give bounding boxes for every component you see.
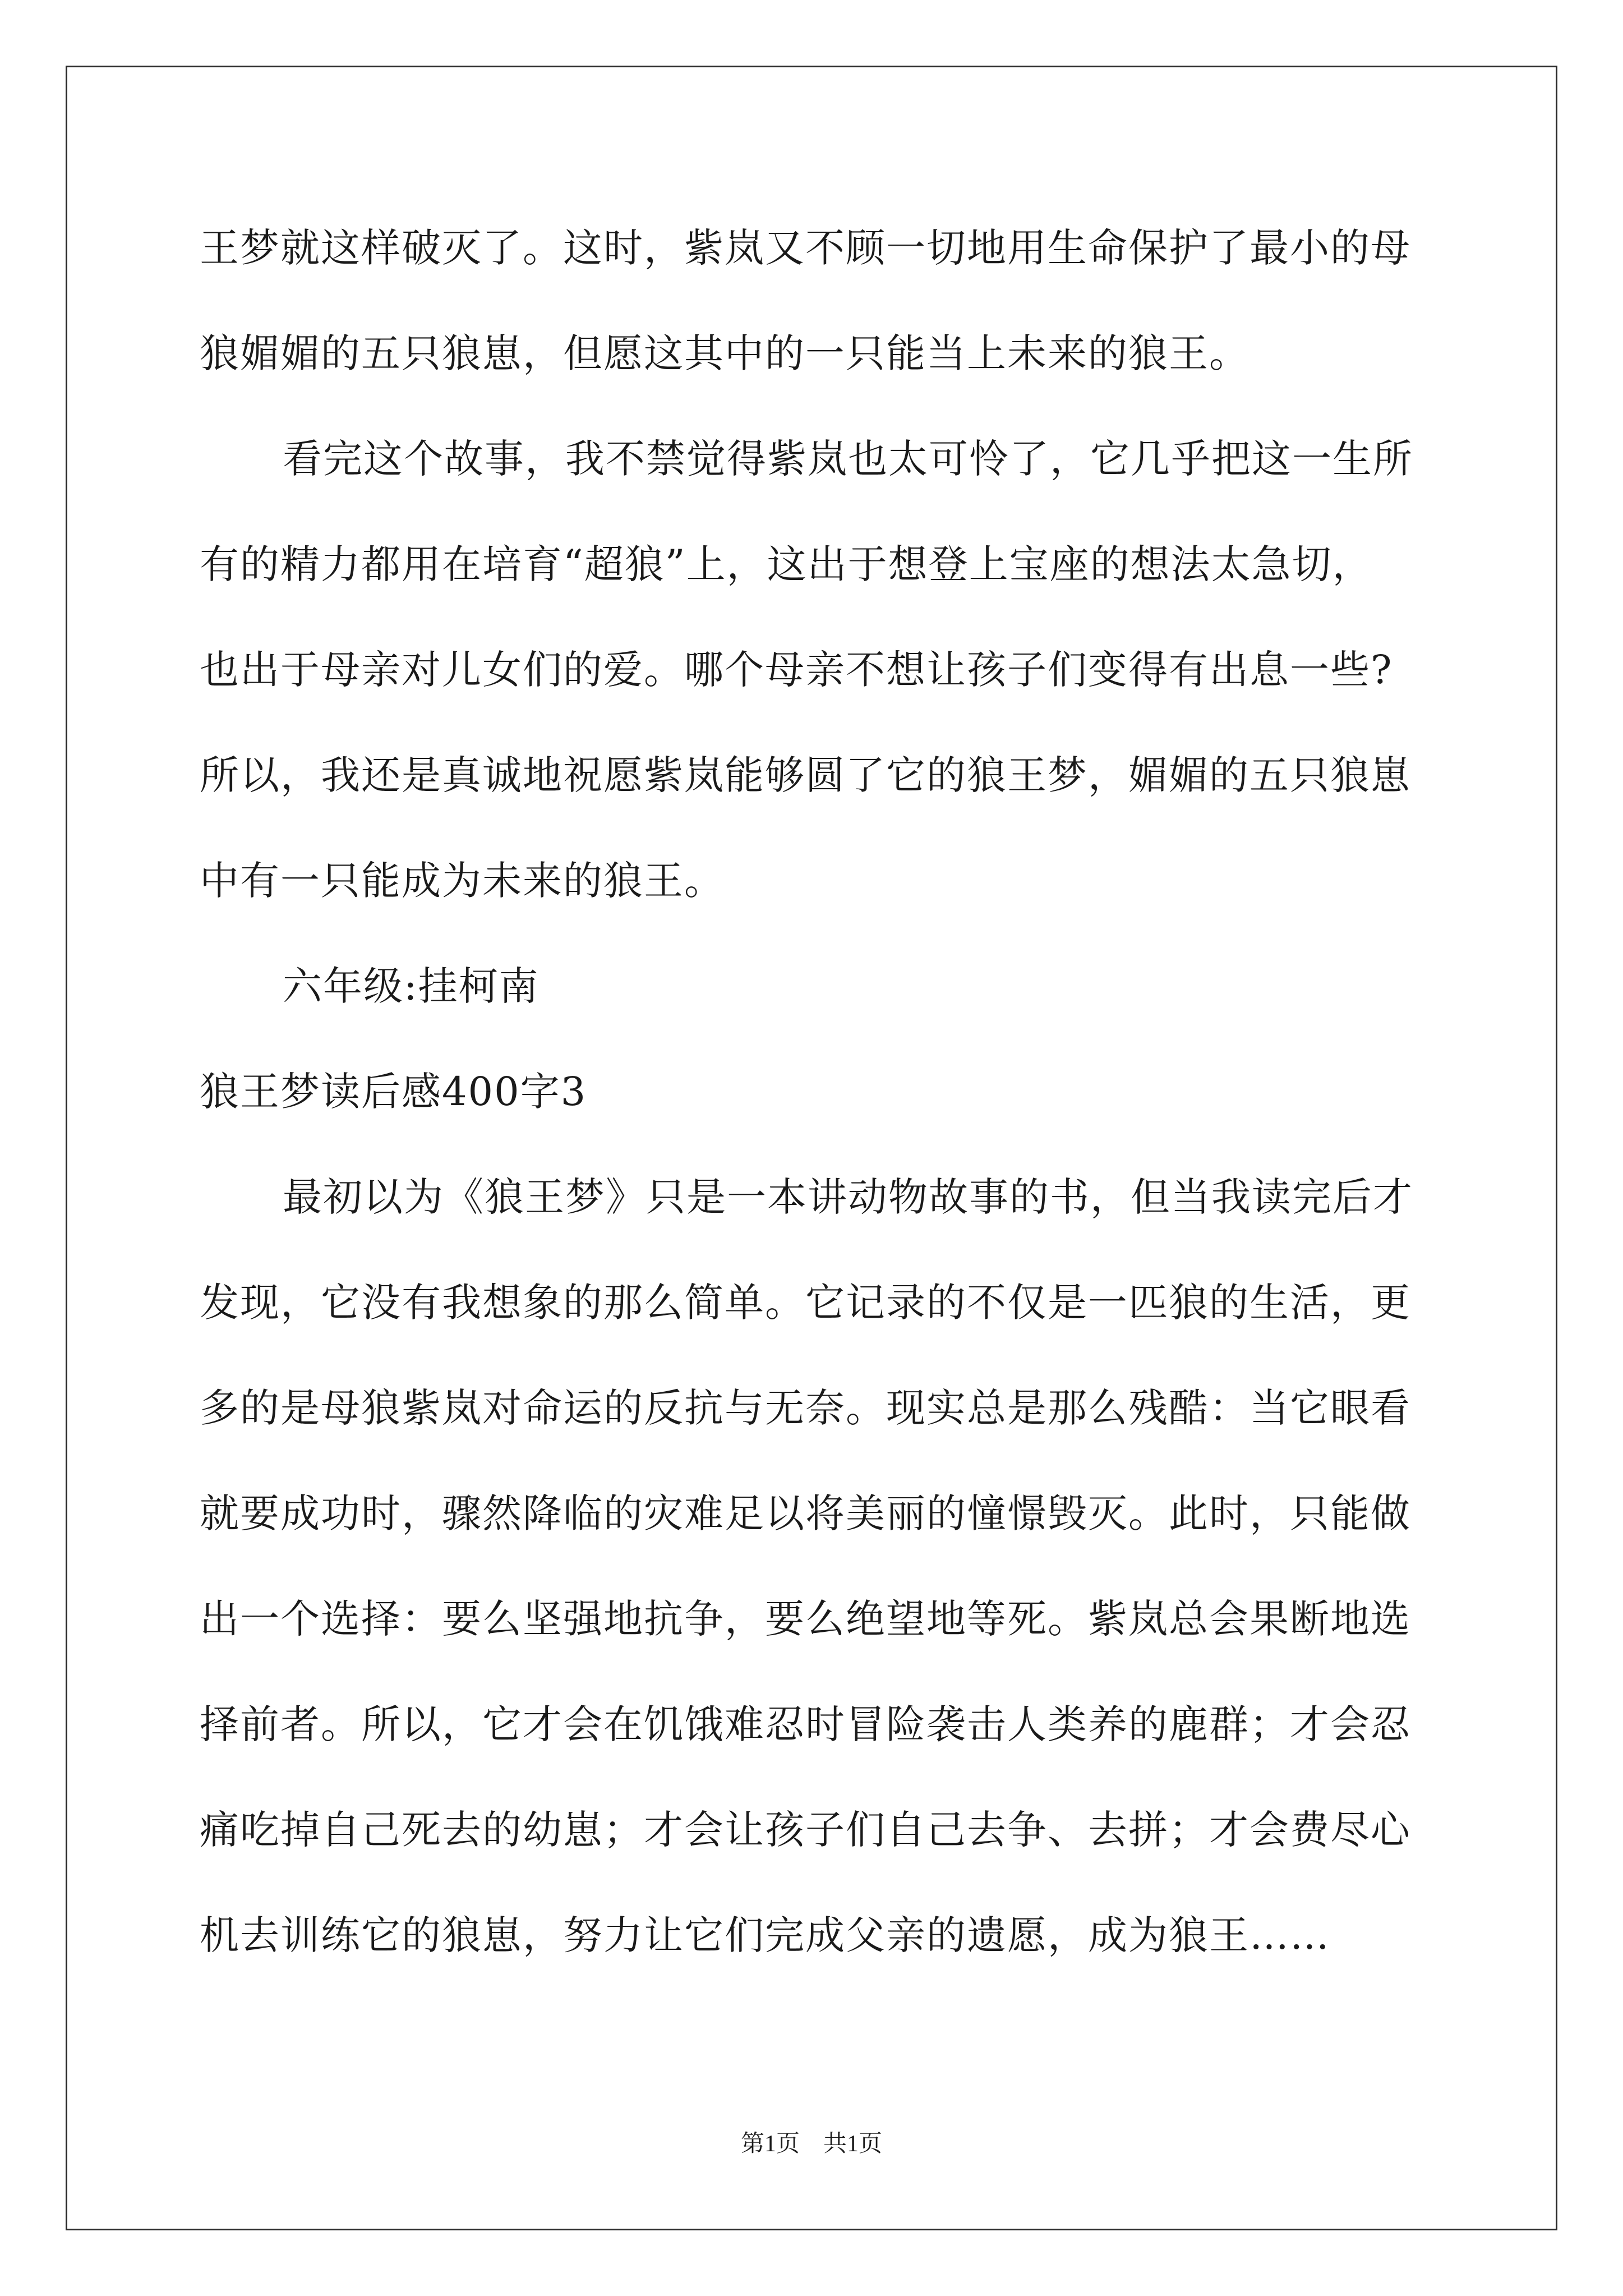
text-line: 择前者。所以，它才会在饥饿难忍时冒险袭击人类养的鹿群；才会忍 [200, 1701, 1411, 1747]
author-line: 六年级:挂柯南 [283, 963, 540, 1009]
text-line: 就要成功时，骤然降临的灾难足以将美丽的憧憬毁灭。此时，只能做 [200, 1490, 1411, 1536]
text-line: 中有一只能成为未来的狼王。 [200, 858, 725, 904]
text-line: 有的精力都用在培育“超狼”上，这出于想登上宝座的想法太急切， [200, 541, 1373, 587]
section-heading: 狼王梦读后感400字3 [200, 1069, 587, 1115]
text-line: 机去训练它的狼崽，努力让它们完成父亲的遗愿，成为狼王…… [200, 1912, 1330, 1958]
text-line: 王梦就这样破灭了。这时，紫岚又不顾一切地用生命保护了最小的母 [200, 225, 1411, 271]
document-body [200, 195, 1433, 1988]
text-line: 看完这个故事，我不禁觉得紫岚也太可怜了，它几乎把这一生所 [283, 436, 1413, 482]
text-line: 也出于母亲对儿女们的爱。哪个母亲不想让孩子们变得有出息一些? [200, 647, 1393, 693]
text-line: 所以，我还是真诚地祝愿紫岚能够圆了它的狼王梦，媚媚的五只狼崽 [200, 752, 1411, 798]
page-footer: 第1页 共1页 [740, 2131, 882, 2157]
text-line: 痛吃掉自己死去的幼崽；才会让孩子们自己去争、去拼；才会费尽心 [200, 1807, 1411, 1853]
text-line: 发现，它没有我想象的那么简单。它记录的不仅是一匹狼的生活，更 [200, 1280, 1411, 1326]
text-line: 狼媚媚的五只狼崽，但愿这其中的一只能当上未来的狼王。 [200, 330, 1249, 376]
text-line: 多的是母狼紫岚对命运的反抗与无奈。现实总是那么残酷：当它眼看 [200, 1385, 1411, 1431]
text-line: 最初以为《狼王梦》只是一本讲动物故事的书，但当我读完后才 [283, 1174, 1413, 1220]
text-line: 出一个选择：要么坚强地抗争，要么绝望地等死。紫岚总会果断地选 [200, 1596, 1411, 1642]
